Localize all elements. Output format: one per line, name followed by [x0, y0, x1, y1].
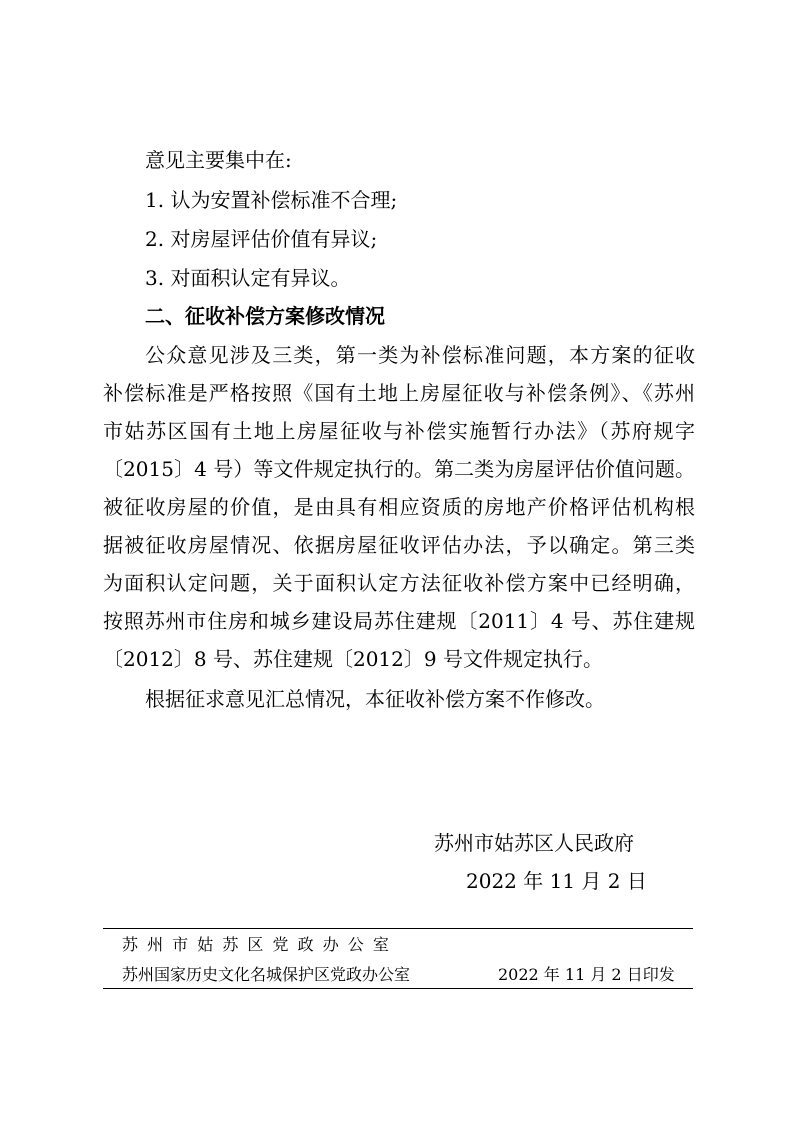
paragraph-line-2: 补偿标准是严格按照《国有土地上房屋征收与补偿条例》、《苏州 [103, 381, 695, 405]
paragraph-line-5: 被征收房屋的价值，是由具有相应资质的房地产价格评估机构根 [103, 495, 695, 519]
paragraph-line-9: 〔2012〕8 号、苏住建规〔2012〕9 号文件规定执行。 [103, 647, 603, 671]
footer-top-rule [103, 928, 693, 929]
paragraph-line-8: 按照苏州市住房和城乡建设局苏住建规〔2011〕4 号、苏住建规 [103, 609, 695, 633]
footer-org-2: 苏州国家历史文化名城保护区党政办公室 [122, 965, 411, 984]
signature-date: 2022 年 11 月 2 日 [466, 869, 647, 893]
footer-bottom-rule [103, 988, 693, 989]
list-item-3: 3. 对面积认定有异议。 [145, 266, 351, 290]
paragraph-line-4: 〔2015〕4 号）等文件规定执行的。第二类为房屋评估价值问题。 [103, 457, 695, 481]
list-item-2: 2. 对房屋评估价值有异议; [145, 227, 378, 251]
paragraph-line-3: 市姑苏区国有土地上房屋征收与补偿实施暂行办法》（苏府规字 [103, 419, 695, 443]
paragraph-line-6: 据被征收房屋情况、依据房屋征收评估办法，予以确定。第三类 [103, 533, 695, 557]
section-heading: 二、征收补偿方案修改情况 [145, 304, 385, 328]
footer-org-1: 苏 州 市 姑 苏 区 党 政 办 公 室 [122, 935, 391, 954]
footer-issue-date: 2022 年 11 月 2 日印发 [498, 965, 675, 984]
paragraph-line-7: 为面积认定问题，关于面积认定方法征收补偿方案中已经明确， [103, 571, 695, 595]
signature-org: 苏州市姑苏区人民政府 [434, 831, 634, 855]
conclusion-line: 根据征求意见汇总情况，本征收补偿方案不作修改。 [145, 687, 605, 711]
intro-line: 意见主要集中在: [145, 148, 292, 172]
list-item-1: 1. 认为安置补偿标准不合理; [145, 188, 398, 212]
paragraph-line-1: 公众意见涉及三类，第一类为补偿标准问题，本方案的征收 [145, 343, 695, 367]
